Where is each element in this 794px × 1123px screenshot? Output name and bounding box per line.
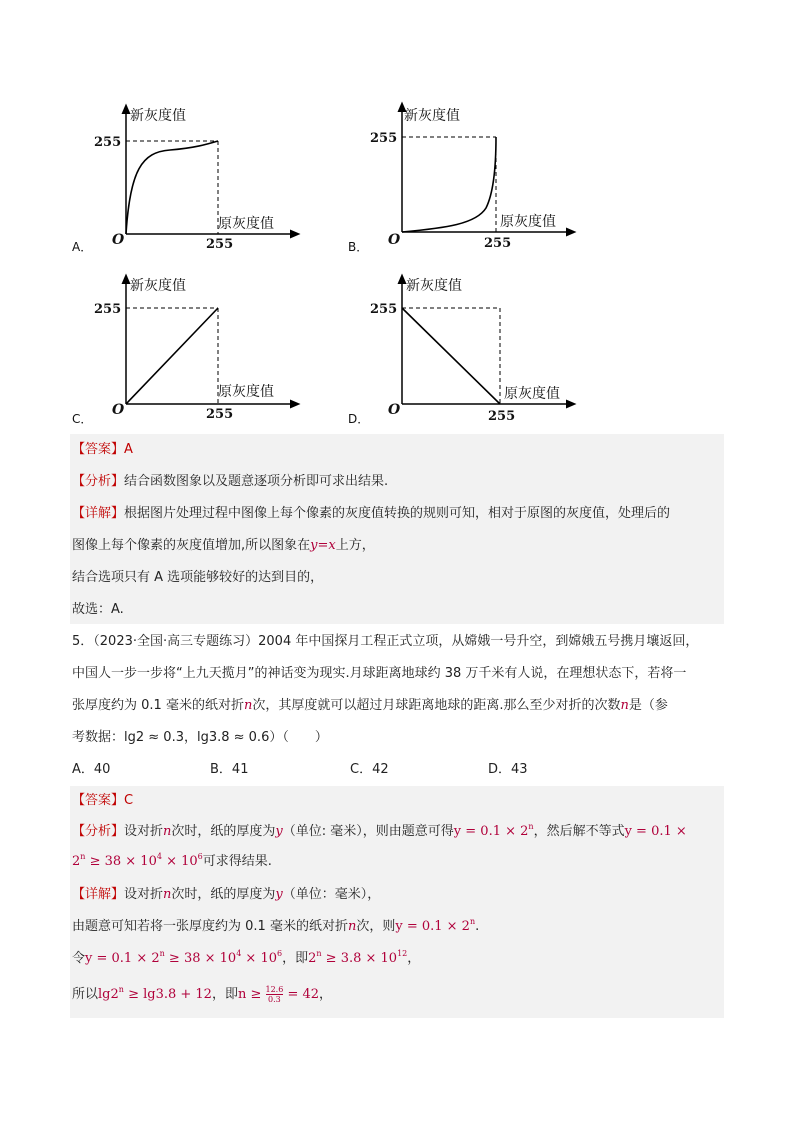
eq-7: $\lg 2^n \ge \lg 3.8 + 12$ bbox=[98, 985, 212, 1002]
var-n: n bbox=[347, 919, 357, 934]
analysis-tag: 【分析】 bbox=[72, 824, 125, 839]
q5-source: （2023·全国·高三专题练习） bbox=[93, 634, 259, 649]
q5-analysis-line1 bbox=[72, 822, 687, 842]
analysis-text: （单位: 毫米），则由题意可得 bbox=[282, 824, 454, 839]
eq-3: $2^n \ge 38 \times 10^4 \times 10^6$ bbox=[72, 852, 203, 869]
origin-label: O bbox=[112, 402, 125, 418]
q5-detail-line1 bbox=[72, 885, 380, 905]
q5-line3 bbox=[72, 696, 668, 716]
q4-detail-line3: 结合选项只有 A 选项能够较好的达到目的， bbox=[72, 570, 324, 585]
x-max-label: 255 bbox=[484, 236, 512, 251]
curve-log bbox=[126, 141, 218, 234]
analysis-text: 结合函数图象以及题意逐项分析即可求出结果. bbox=[124, 474, 389, 489]
y-axis-label: 新灰度值 bbox=[406, 278, 462, 294]
q5-var-n: n bbox=[620, 698, 629, 713]
eq-6: $2^n \ge 3.8 \times 10^{12}$ bbox=[308, 949, 408, 966]
x-axis-label: 原灰度值 bbox=[218, 216, 274, 232]
q5-line1 bbox=[72, 632, 698, 652]
graph-option-b bbox=[370, 98, 576, 251]
answer-value: A bbox=[124, 442, 133, 457]
detail-text: 由题意可知若将一张厚度约为 0.1 毫米的纸对折 bbox=[72, 919, 348, 934]
q5-text-3b: 次，其厚度就可以超过月球距离地球的距离.那么至少对折的次数 bbox=[252, 698, 621, 713]
eq-5: $y = 0.1 \times 2^n \ge 38 \times 10^4 \times 10^6$ bbox=[85, 949, 283, 966]
q4-solution-box bbox=[70, 434, 724, 624]
detail-tag: 【详解】 bbox=[72, 887, 125, 902]
q5-options bbox=[72, 760, 528, 780]
x-max-label: 255 bbox=[206, 407, 234, 422]
detail-text: ， bbox=[319, 987, 333, 1002]
option-c-letter: C． bbox=[72, 412, 93, 426]
answer-tag: 【答案】 bbox=[72, 442, 125, 457]
analysis-tag: 【分析】 bbox=[72, 474, 125, 489]
eq-8: n ≥ $\frac{12.6}{0.3}$ = 42 bbox=[237, 985, 320, 1004]
detail-text: 设对折 bbox=[124, 887, 164, 902]
detail-text: （单位：毫米）， bbox=[282, 887, 381, 902]
origin-label: O bbox=[388, 402, 401, 418]
eq-1: $y = 0.1 \times 2^n$ bbox=[453, 822, 534, 839]
detail-text: . bbox=[475, 919, 480, 934]
fraction: $\frac{12.6}{0.3}$ bbox=[265, 985, 284, 1004]
eq-4: $y = 0.1 \times 2^n$ bbox=[395, 917, 476, 934]
detail-text: 令 bbox=[72, 951, 86, 966]
y-max-label: 255 bbox=[370, 302, 398, 317]
x-axis-label: 原灰度值 bbox=[504, 386, 560, 402]
q5-detail-line4 bbox=[72, 985, 332, 1005]
q4-detail-line2 bbox=[72, 536, 375, 556]
q5-detail-line3 bbox=[72, 949, 420, 969]
q5-detail-line2 bbox=[72, 917, 479, 937]
line-identity bbox=[126, 308, 218, 404]
detail-text: 次时，纸的厚度为 bbox=[171, 887, 276, 902]
option-a-letter: A． bbox=[72, 240, 93, 254]
y-axis-label: 新灰度值 bbox=[404, 108, 460, 124]
answer-value: C bbox=[124, 793, 134, 808]
detail-tag: 【详解】 bbox=[72, 506, 125, 521]
var-n: n bbox=[163, 824, 172, 839]
var-y: y bbox=[275, 824, 283, 839]
q5-line2: 中国人一步一步将“上九天揽月”的神话变为现实.月球距离地球约 38 万千米有人说，在理想状态下，若将一 bbox=[72, 666, 687, 681]
q5-text-3a: 张厚度约为 0.1 毫米的纸对折 bbox=[72, 698, 244, 713]
detail-text: ，即 bbox=[282, 951, 309, 966]
detail-text: ，即 bbox=[211, 987, 238, 1002]
option-d[interactable]: D．43 bbox=[488, 762, 528, 777]
detail-text: 所以 bbox=[72, 987, 99, 1002]
y-max-label: 255 bbox=[370, 131, 398, 146]
eq-2: y = 0.1 × bbox=[624, 824, 687, 839]
q5-text-3c: 是（参 bbox=[628, 698, 668, 713]
option-d-letter: D． bbox=[348, 412, 370, 426]
q5-var-n: n bbox=[243, 698, 253, 713]
graph-option-a bbox=[94, 100, 300, 252]
q5-text-1: 2004 年中国探月工程正式立项，从嫦娥一号升空，到嫦娥五号携月壤返回， bbox=[258, 634, 699, 649]
q5-answer bbox=[72, 791, 133, 811]
detail-text-1: 根据图片处理过程中图像上每个像素的灰度值转换的规则可知，相对于原图的灰度值，处理后的 bbox=[124, 506, 671, 521]
q4-analysis bbox=[72, 472, 388, 492]
analysis-text: 设对折 bbox=[124, 824, 164, 839]
origin-label: O bbox=[388, 232, 401, 248]
option-c[interactable]: C．42 bbox=[350, 762, 389, 777]
detail-text-2a: 图像上每个像素的灰度值增加,所以图象在 bbox=[72, 538, 311, 553]
x-max-label: 255 bbox=[206, 237, 234, 252]
curve-exp bbox=[402, 137, 496, 232]
option-b[interactable]: B．41 bbox=[210, 762, 249, 777]
x-axis-label: 原灰度值 bbox=[500, 214, 556, 230]
detail-text: 次，则 bbox=[356, 919, 396, 934]
detail-text: ， bbox=[407, 951, 421, 966]
q5-number: 5． bbox=[72, 634, 94, 649]
graph-option-c bbox=[94, 270, 300, 422]
q4-detail-line1 bbox=[72, 504, 670, 524]
y-max-label: 255 bbox=[94, 302, 122, 317]
option-a[interactable]: A．40 bbox=[72, 762, 111, 777]
q4-detail-line4: 故选：A. bbox=[72, 602, 124, 617]
x-axis-label: 原灰度值 bbox=[218, 384, 274, 400]
q4-answer bbox=[72, 440, 133, 460]
option-b-letter: B． bbox=[348, 240, 369, 254]
var-y: y bbox=[275, 887, 283, 902]
x-max-label: 255 bbox=[488, 409, 516, 424]
analysis-text: 次时，纸的厚度为 bbox=[171, 824, 276, 839]
origin-label: O bbox=[112, 232, 125, 248]
detail-math: y=x bbox=[310, 538, 336, 553]
analysis-text: 可求得结果. bbox=[202, 854, 272, 869]
y-axis-label: 新灰度值 bbox=[130, 108, 186, 124]
y-axis-label: 新灰度值 bbox=[130, 278, 186, 294]
y-max-label: 255 bbox=[94, 135, 122, 150]
answer-tag: 【答案】 bbox=[72, 793, 125, 808]
graph-option-d bbox=[370, 270, 576, 424]
var-n: n bbox=[163, 887, 172, 902]
q5-analysis-line2 bbox=[72, 852, 272, 872]
line-inverse bbox=[402, 308, 500, 404]
detail-text-2b: 上方， bbox=[335, 538, 375, 553]
analysis-text: ，然后解不等式 bbox=[533, 824, 625, 839]
q5-line4: 考数据：lg2 ≈ 0.3，lg3.8 ≈ 0.6）（ ） bbox=[72, 730, 328, 745]
